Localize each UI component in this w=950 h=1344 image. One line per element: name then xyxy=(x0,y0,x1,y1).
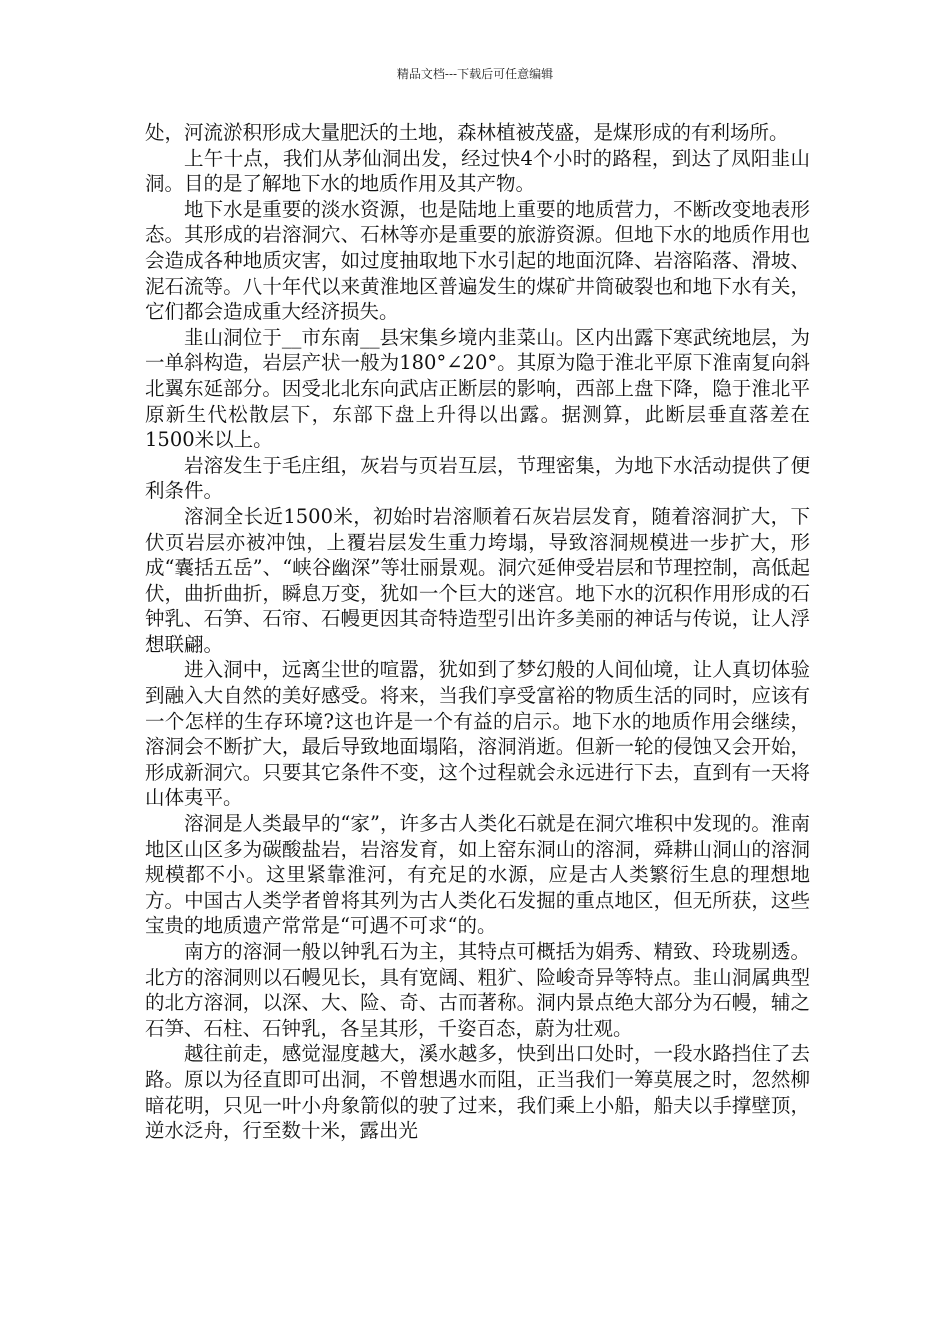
paragraph: 岩溶发生于毛庄组，灰岩与页岩互层，节理密集，为地下水活动提供了便利条件。 xyxy=(145,453,810,503)
paragraph: 上午十点，我们从茅仙洞出发，经过快4个小时的路程，到达了凤阳韭山洞。目的是了解地下水的地质作用及其产物。 xyxy=(145,146,810,196)
paragraph: 溶洞全长近1500米，初始时岩溶顺着石灰岩层发育，随着溶洞扩大，下伏页岩层亦被冲蚀，上覆岩层发生重力垮塌，导致溶洞规模进一步扩大，形成“囊括五岳”、“峡谷幽深”等壮丽景观。洞穴延伸受岩层和节理控制，高低起伏，曲折曲折，瞬息万变，犹如一个巨大的迷宫。地下水的沉积作用形成的石钟乳、石笋、石帘、石幔更因其奇特造型引出许多美丽的神话与传说，让人浮想联翩。 xyxy=(145,504,810,656)
paragraph: 越往前走，感觉湿度越大，溪水越多，快到出口处时，一段水路挡住了去路。原以为径直即可出洞，不曾想遇水而阻，正当我们一筹莫展之时，忽然柳暗花明，只见一叶小舟象箭似的驶了过来，我们乘上小船，船夫以手撑壁顶，逆水泛舟，行至数十米，露出光 xyxy=(145,1042,810,1143)
paragraph-continuation: 处，河流淤积形成大量肥沃的土地，森林植被茂盛，是煤形成的有利场所。 xyxy=(145,121,789,144)
paragraph: 溶洞是人类最早的“家”，许多古人类化石就是在洞穴堆积中发现的。淮南地区山区多为碳酸盐岩，岩溶发育，如上窑东洞山的溶洞，舜耕山洞山的溶洞规模都不小。这里紧靠淮河，有充足的水源，应是古人类繁衍生息的理想地方。中国古人类学者曾将其列为古人类化石发掘的重点地区，但无所获，这些宝贵的地质遗产常常是“可遇不可求“的。 xyxy=(145,812,810,938)
paragraph: 地下水是重要的淡水资源，也是陆地上重要的地质营力，不断改变地表形态。其形成的岩溶洞穴、石林等亦是重要的旅游资源。但地下水的地质作用也会造成各种地质灾害，如过度抽取地下水引起的地面沉降、岩溶陷落、滑坡、泥石流等。八十年代以来黄淮地区普遍发生的煤矿井筒破裂也和地下水有关，它们都会造成重大经济损失。 xyxy=(145,197,810,324)
paragraph: 南方的溶洞一般以钟乳石为主，其特点可概括为娟秀、精致、玲珑剔透。北方的溶洞则以石幔见长，具有宽阔、粗犷、险峻奇异等特点。韭山洞属典型的北方溶洞，以深、大、险、奇、古而著称。洞内景点绝大部分为石幔，辅之石笋、石柱、石钟乳，各呈其形，千姿百态，蔚为壮观。 xyxy=(145,940,810,1040)
page-header: 精品文档---下载后可任意编辑 xyxy=(396,67,554,81)
document-body xyxy=(145,120,810,1144)
paragraph: 进入洞中，远离尘世的喧嚣，犹如到了梦幻般的人间仙境，让人真切体验到融入大自然的美好感受。将来，当我们享受富裕的物质生活的同时，应该有一个怎样的生存环境?这也许是一个有益的启示。地下水的地质作用会继续，溶洞会不断扩大，最后导致地面塌陷，溶洞消逝。但新一轮的侵蚀又会开始，形成新洞穴。只要其它条件不变，这个过程就会永远进行下去，直到有一天将山体夷平。 xyxy=(145,658,810,810)
paragraph: 韭山洞位于__市东南__县宋集乡境内韭菜山。区内出露下寒武统地层，为一单斜构造，岩层产状一般为180°∠20°。其原为隐于淮北平原下淮南复向斜北翼东延部分。因受北北东向武店正断层的影响，西部上盘下降，隐于淮北平原新生代松散层下，东部下盘上升得以出露。据测算，此断层垂直落差在1500米以上。 xyxy=(145,325,810,452)
